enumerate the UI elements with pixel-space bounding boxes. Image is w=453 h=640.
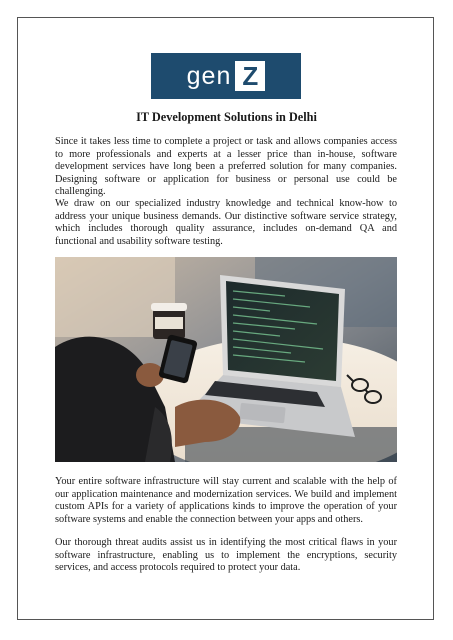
logo-letter-box: Z [235,61,265,91]
paragraph-security: Our thorough threat audits assist us in identifying the most critical flaws in your software infrastructure, enabling us to implement the encryptions, security services, and access protocols required to protect your data. [55,537,397,574]
logo-text: gen [186,61,232,90]
paragraph-intro: Since it takes less time to complete a project or task and allows companies access to more professionals and experts at a lesser price than in-house, software development services have long been a preferred solution for many companies. Designing software or application for business or personal use could be challenging. [55,136,397,198]
paragraph-expertise: We draw on our specialized industry knowledge and technical know-how to address your unique business demands. Our distinctive software service strategy, which includes thorough quality assurance, includes on-demand QA and functional and usability software testing. [55,198,397,247]
paragraph-maintenance: Your entire software infrastructure will stay current and scalable with the help of our application maintenance and modernization services. We build and implement custom APIs for a variety of applications kinds to improve the operation of your software systems and enable the connection between your apps and others. [55,476,397,525]
page-title: IT Development Solutions in Delhi [136,110,317,124]
laptop-photo [55,257,397,462]
genz-logo [151,53,301,99]
